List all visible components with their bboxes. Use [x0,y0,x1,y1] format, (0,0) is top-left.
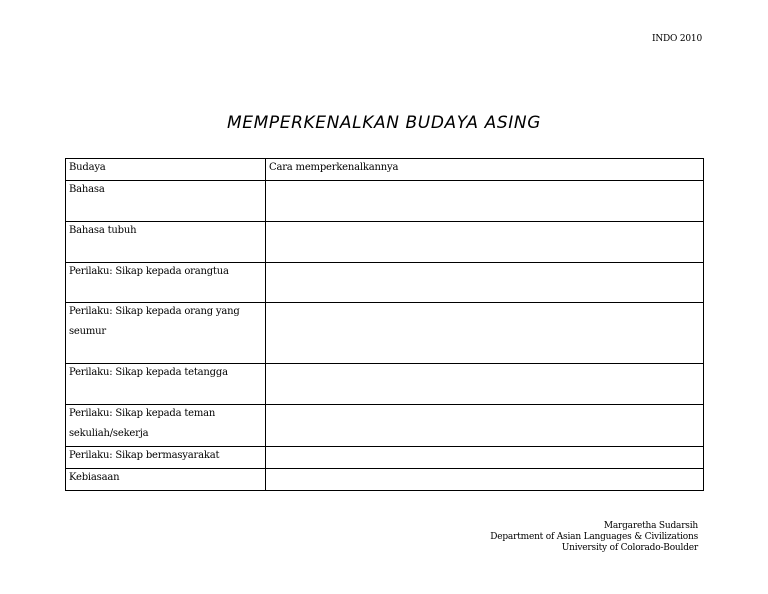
row-label: Perilaku: Sikap kepada teman sekuliah/sekerja [66,405,266,447]
row-label: Bahasa [66,181,266,222]
answer-cell[interactable] [266,364,704,405]
answer-cell[interactable] [266,405,704,447]
table-row [66,405,704,447]
row-label: Perilaku: Sikap kepada orangtua [66,263,266,303]
answer-cell[interactable] [266,263,704,303]
author-name: Margaretha Sudarsih [603,521,698,531]
answer-cell[interactable] [266,303,704,364]
table-row [66,222,704,263]
answer-cell[interactable] [266,222,704,263]
table-header-row [66,159,704,181]
row-label: Perilaku: Sikap kepada tetangga [66,364,266,405]
row-label: Bahasa tubuh [66,222,266,263]
column-header-budaya: Budaya [66,159,266,181]
row-label: Perilaku: Sikap bermasyarakat [66,447,266,469]
footer-attribution [490,521,698,554]
table-row [66,263,704,303]
row-label: Perilaku: Sikap kepada orang yang seumur [66,303,266,364]
worksheet-table [65,158,704,491]
answer-cell[interactable] [266,181,704,222]
table-row [66,447,704,469]
answer-cell[interactable] [266,447,704,469]
table-row [66,303,704,364]
table-row [66,364,704,405]
row-label: Kebiasaan [66,469,266,491]
course-code: INDO 2010 [652,34,702,44]
column-header-cara: Cara memperkenalkannya [266,159,704,181]
answer-cell[interactable] [266,469,704,491]
page-title: MEMPERKENALKAN BUDAYA ASING [227,113,541,133]
table-row [66,469,704,491]
university-name: University of Colorado-Boulder [561,543,698,553]
department-name: Department of Asian Languages & Civilizations [490,532,698,542]
table-row [66,181,704,222]
